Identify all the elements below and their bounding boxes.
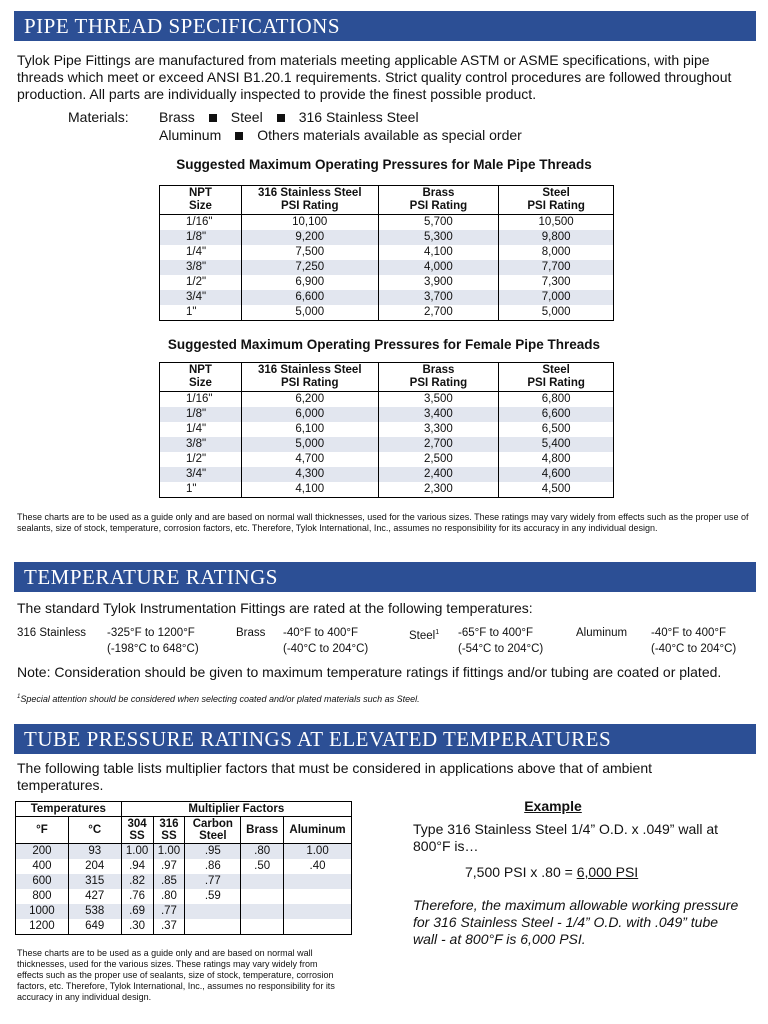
header-temperatures: Temperatures xyxy=(16,802,122,817)
example-block xyxy=(413,798,753,948)
female-pipe-thread-table xyxy=(159,362,614,498)
temp-aluminum-c: (-40°C to 204°C) xyxy=(651,643,737,655)
header-steel: Steel PSI Rating xyxy=(499,186,614,215)
temperature-intro: The standard Tylok Instrumentation Fittings are rated at the following temperatures: xyxy=(17,600,533,616)
table-row: 3/8" 7,250 4,000 7,700 xyxy=(160,260,614,275)
tube-pressure-disclaimer: These charts are to be used as a guide only and are based on normal wall thicknesses, used for the various sizes. These ratings may vary widely from effects such as the proper use of sealants, size of stock, temperature, corrosion factors, etc. Therefore, Tylok International, Inc., assumes no responsibility for its accuracy in any individual design. xyxy=(17,948,335,1002)
table-row: 200 93 1.00 1.00 .95 .80 1.00 xyxy=(16,844,352,860)
header-316-ss: 316 SS xyxy=(153,817,185,844)
material-steel: Steel xyxy=(230,109,263,125)
temp-aluminum-f: -40°F to 400°F xyxy=(651,627,727,639)
table-header-row xyxy=(160,363,614,392)
header-brass: Brass PSI Rating xyxy=(378,363,499,392)
example-calculation: 7,500 PSI x .80 = 6,000 PSI xyxy=(465,864,639,880)
table-row: 1000 538 .69 .77 xyxy=(16,904,352,919)
bullet-square-icon xyxy=(209,114,217,122)
temp-material-brass: Brass xyxy=(236,627,266,639)
pipe-thread-disclaimer: These charts are to be used as a guide only and are based on normal wall thicknesses, used for the various sizes. These ratings may vary widely from effects such as the proper use of sealants, size of stock, temperature, corrosion factors, etc. Therefore, Tylok International, Inc., assumes no responsibility for its accuracy in any individual design. xyxy=(17,512,749,533)
material-brass: Brass xyxy=(159,109,195,125)
materials-label: Materials: xyxy=(68,109,129,125)
table-row: 800 427 .76 .80 .59 xyxy=(16,889,352,904)
temp-material-aluminum: Aluminum xyxy=(576,627,628,639)
table-subheader-row xyxy=(16,817,352,844)
example-result: 6,000 PSI xyxy=(576,864,639,880)
header-brass: Brass xyxy=(241,817,284,844)
header-316-ss: 316 Stainless Steel PSI Rating xyxy=(241,186,378,215)
table-row: 1/2" 6,900 3,900 7,300 xyxy=(160,275,614,290)
header-multiplier-factors: Multiplier Factors xyxy=(121,802,351,817)
section-title: TUBE PRESSURE RATINGS AT ELEVATED TEMPERATURES xyxy=(24,727,612,751)
table-row: 1/8" 6,000 3,400 6,600 xyxy=(160,407,614,422)
temp-material-316: 316 Stainless xyxy=(17,627,87,639)
temp-material-steel: Steel$^1$ xyxy=(409,629,440,642)
header-316-ss: 316 Stainless Steel PSI Rating xyxy=(241,363,378,392)
header-npt-size: NPT Size xyxy=(160,363,242,392)
table-row: 600 315 .82 .85 .77 xyxy=(16,874,352,889)
header-fahrenheit: °F xyxy=(16,817,69,844)
table-row: 400 204 .94 .97 .86 .50 .40 xyxy=(16,859,352,874)
temperature-footnote: $^1$Special attention should be considered when selecting coated and/or plated materials such as Steel. xyxy=(17,694,420,704)
female-table-caption: Suggested Maximum Operating Pressures for Female Pipe Threads xyxy=(167,337,601,352)
material-aluminum: Aluminum xyxy=(159,127,222,143)
pipe-thread-intro: Tylok Pipe Fittings are manufactured from materials meeting applicable ASTM or ASME specifications, with pipe threads which meet or exceed ANSI B1.20.1 requirements. Strict quality control procedures are followed throughout production. All parts are individually inspected to provide the finest possible product. xyxy=(17,52,732,102)
header-celsius: °C xyxy=(68,817,121,844)
tube-pressure-ratings-banner xyxy=(14,724,756,754)
table-row: 1/4" 7,500 4,100 8,000 xyxy=(160,245,614,260)
example-conclusion: Therefore, the maximum allowable working pressure for 316 Stainless Steel - 1/4” O.D. with .049” tube wall - at 800°F is 6,000 PSI. xyxy=(413,897,739,947)
table-row: 1/8" 9,200 5,300 9,800 xyxy=(160,230,614,245)
temperature-ratings-list xyxy=(17,625,757,659)
example-heading: Example xyxy=(524,798,582,814)
temp-steel-f: -65°F to 400°F xyxy=(458,627,534,639)
table-row: 1" 5,000 2,700 5,000 xyxy=(160,305,614,321)
temp-steel-c: (-54°C to 204°C) xyxy=(458,643,544,655)
table-row: 1/16" 10,100 5,700 10,500 xyxy=(160,215,614,231)
table-row: 3/4" 4,300 2,400 4,600 xyxy=(160,467,614,482)
material-other: Others materials available as special order xyxy=(257,127,522,143)
header-brass: Brass PSI Rating xyxy=(378,186,499,215)
table-header-row xyxy=(160,186,614,215)
temp-316-f: -325°F to 1200°F xyxy=(107,627,195,639)
header-carbon-steel: Carbon Steel xyxy=(185,817,241,844)
temperature-note: Note: Consideration should be given to maximum temperature ratings if fittings and/or tubing are coated or plated. xyxy=(17,664,722,680)
pipe-thread-specifications-banner xyxy=(14,11,756,41)
bullet-square-icon xyxy=(235,132,243,140)
table-row: 1/2" 4,700 2,500 4,800 xyxy=(160,452,614,467)
male-pipe-thread-table xyxy=(159,185,614,321)
temp-316-c: (-198°C to 648°C) xyxy=(107,643,199,655)
materials-block xyxy=(68,108,748,144)
table-row: 3/8" 5,000 2,700 5,400 xyxy=(160,437,614,452)
temperature-ratings-banner xyxy=(14,562,756,592)
bullet-square-icon xyxy=(277,114,285,122)
table-header-row xyxy=(16,802,352,817)
table-row: 3/4" 6,600 3,700 7,000 xyxy=(160,290,614,305)
tube-pressure-intro: The following table lists multiplier factors that must be considered in applications above that of ambient temperatures. xyxy=(17,760,653,793)
material-316-stainless: 316 Stainless Steel xyxy=(298,109,419,125)
section-title: PIPE THREAD SPECIFICATIONS xyxy=(24,14,340,38)
male-table-caption: Suggested Maximum Operating Pressures for Male Pipe Threads xyxy=(176,157,592,172)
table-row: 1/4" 6,100 3,300 6,500 xyxy=(160,422,614,437)
table-row: 1/16" 6,200 3,500 6,800 xyxy=(160,392,614,408)
header-304-ss: 304 SS xyxy=(121,817,153,844)
temp-brass-f: -40°F to 400°F xyxy=(283,627,359,639)
example-line1: Type 316 Stainless Steel 1/4” O.D. x .049” wall at 800°F is… xyxy=(413,821,719,854)
multiplier-factors-table xyxy=(15,801,352,935)
header-npt-size: NPT Size xyxy=(160,186,242,215)
temp-brass-c: (-40°C to 204°C) xyxy=(283,643,369,655)
header-steel: Steel PSI Rating xyxy=(499,363,614,392)
table-row: 1" 4,100 2,300 4,500 xyxy=(160,482,614,498)
table-row: 1200 649 .30 .37 xyxy=(16,919,352,935)
section-title: TEMPERATURE RATINGS xyxy=(24,565,278,589)
header-aluminum: Aluminum xyxy=(284,817,352,844)
